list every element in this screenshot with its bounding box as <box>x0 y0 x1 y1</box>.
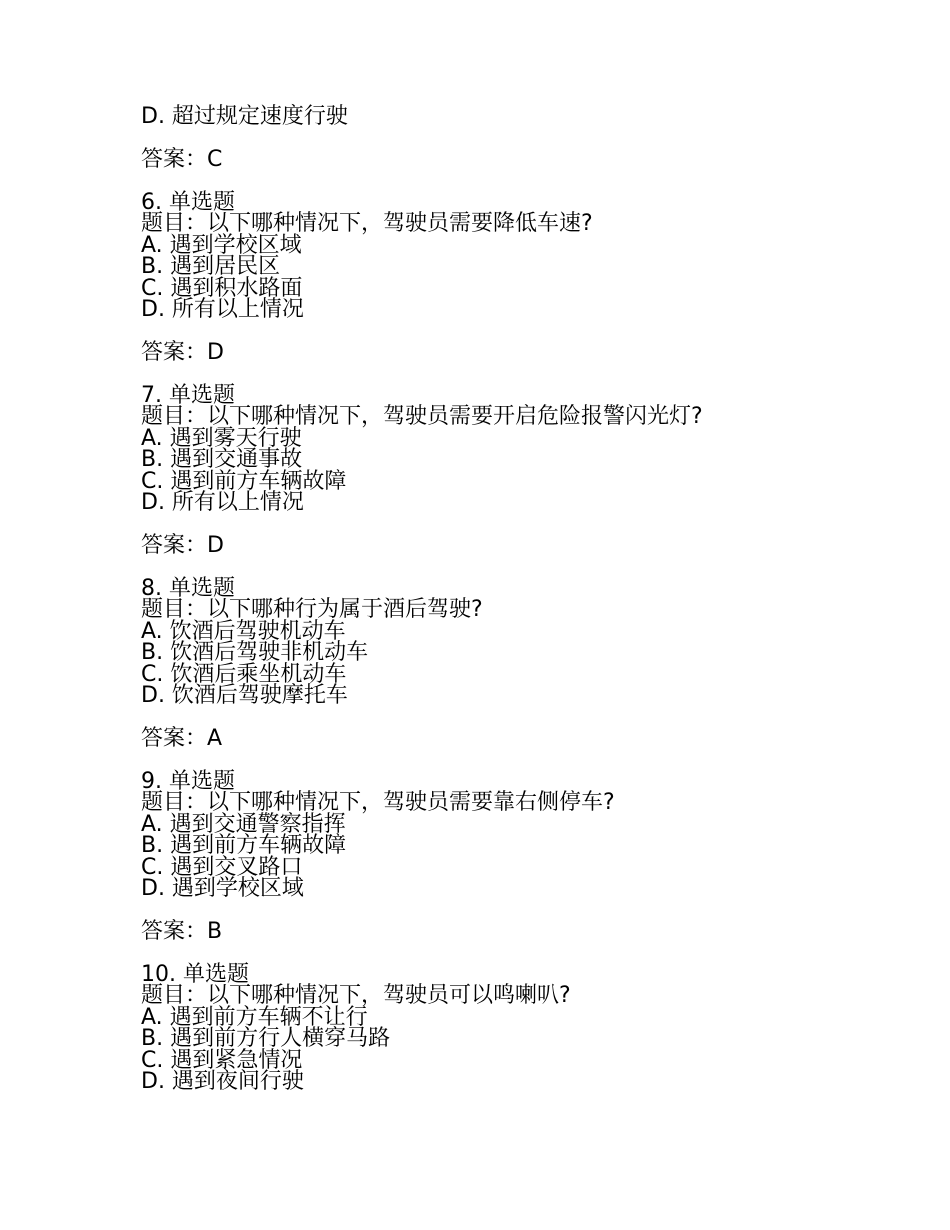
answer-line: 答案：A <box>141 725 223 751</box>
option-d: D. 所有以上情况 <box>141 297 304 322</box>
question-10 <box>141 961 921 1094</box>
option-c: C. 饮酒后乘坐机动车 <box>141 661 347 687</box>
question-9 <box>141 768 921 964</box>
option-a: A. 饮酒后驾驶机动车 <box>141 618 346 644</box>
option-d: D. 超过规定速度行驶 <box>141 104 348 129</box>
question-number: 9. 单选题 <box>141 768 235 794</box>
question-number: 7. 单选题 <box>141 382 235 408</box>
option-b: B. 遇到前方车辆故障 <box>141 833 347 858</box>
question-stem: 题目：以下哪种情况下，驾驶员可以鸣喇叭? <box>141 983 571 1008</box>
option-a: A. 遇到学校区域 <box>141 232 302 258</box>
option-a: A. 遇到交通警察指挥 <box>141 811 346 837</box>
answer-line: 答案：C <box>141 146 223 172</box>
question-stem: 题目：以下哪种情况下，驾驶员需要降低车速? <box>141 211 593 236</box>
option-c: C. 遇到前方车辆故障 <box>141 468 347 494</box>
question-stem: 题目：以下哪种情况下，驾驶员需要开启危险报警闪光灯? <box>141 404 703 429</box>
option-b: B. 饮酒后驾驶非机动车 <box>141 640 369 665</box>
option-d: D. 饮酒后驾驶摩托车 <box>141 683 348 708</box>
question-number: 6. 单选题 <box>141 189 235 215</box>
answer-line: 答案：D <box>141 532 224 558</box>
question-number: 8. 单选题 <box>141 575 235 601</box>
question-number: 10. 单选题 <box>141 961 249 987</box>
question-7 <box>141 382 921 578</box>
question-5-tail <box>141 106 921 192</box>
option-c: C. 遇到交叉路口 <box>141 854 303 880</box>
question-stem: 题目：以下哪种行为属于酒后驾驶? <box>141 597 483 622</box>
question-6 <box>141 189 921 385</box>
document-page <box>141 106 921 1093</box>
option-a: A. 遇到雾天行驶 <box>141 425 302 451</box>
answer-line: 答案：B <box>141 918 223 944</box>
question-8 <box>141 575 921 771</box>
option-b: B. 遇到前方行人横穿马路 <box>141 1026 391 1051</box>
option-a: A. 遇到前方车辆不让行 <box>141 1004 368 1030</box>
option-d: D. 遇到学校区域 <box>141 876 304 901</box>
option-d: D. 遇到夜间行驶 <box>141 1069 304 1094</box>
question-stem: 题目：以下哪种情况下，驾驶员需要靠右侧停车? <box>141 790 615 815</box>
option-b: B. 遇到交通事故 <box>141 447 303 472</box>
answer-line: 答案：D <box>141 339 224 365</box>
option-c: C. 遇到积水路面 <box>141 275 303 301</box>
option-b: B. 遇到居民区 <box>141 254 281 279</box>
option-c: C. 遇到紧急情况 <box>141 1047 303 1073</box>
option-d: D. 所有以上情况 <box>141 490 304 515</box>
